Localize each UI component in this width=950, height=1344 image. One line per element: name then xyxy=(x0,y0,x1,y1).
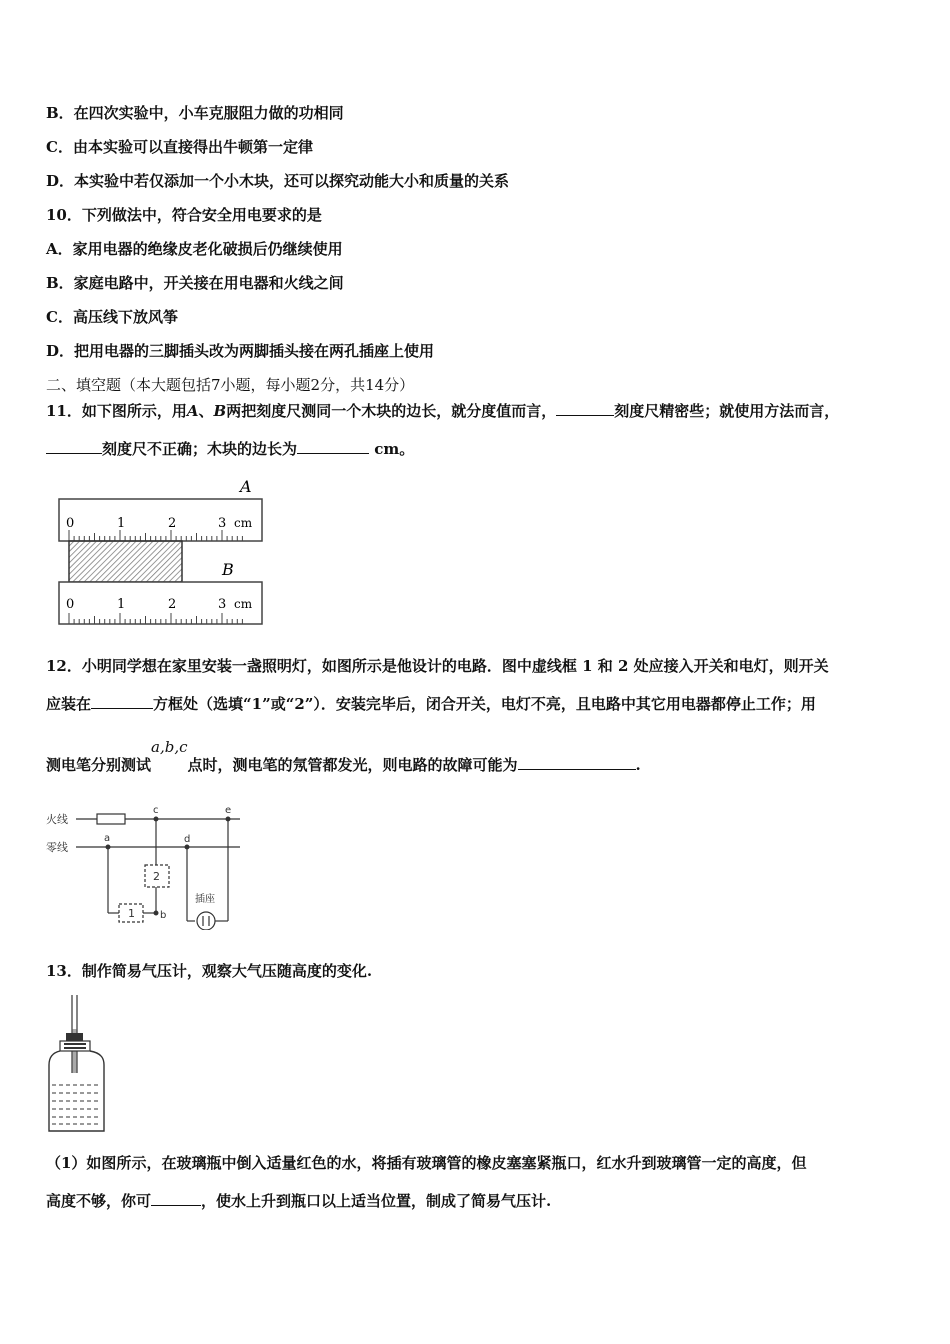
option-9d: D．本实验中若仅添加一个小木块，还可以探究动能大小和质量的关系 xyxy=(46,172,510,190)
wood-block xyxy=(69,541,182,582)
question-12-line3: 测电笔分别测试a,b,c点时，测电笔的氖管都发光，则电路的故障可能为 . xyxy=(46,738,641,774)
ruler-a-tick-3: 3 xyxy=(218,516,227,531)
option-9c: C．由本实验可以直接得出牛顿第一定律 xyxy=(46,138,313,156)
fuse xyxy=(97,814,125,824)
question-11-line2: 刻度尺不正确；木块的边长为 cm。 xyxy=(46,438,414,459)
svg-text:b: b xyxy=(160,910,167,921)
question-12-line2: 应装在 方框处（选填“1”或“2”）．安装完毕后，闭合开关，电灯不亮，且电路中其它用电器都停止工作；用 xyxy=(46,695,816,713)
svg-text:e: e xyxy=(225,805,232,816)
option-10d: D．把用电器的三脚插头改为两脚插头接在两孔插座上使用 xyxy=(46,342,435,360)
question-13-part1-line1: （1）如图所示，在玻璃瓶中倒入适量红色的水，将插有玻璃管的橡皮塞塞紧瓶口，红水升到玻璃管一定的高度，但 xyxy=(46,1154,807,1172)
ruler-b-label: B xyxy=(222,560,234,579)
svg-text:c: c xyxy=(153,805,159,816)
ruler-a-tick-1: 1 xyxy=(117,516,126,531)
question-11-line1: 11．如下图所示，用A、B两把刻度尺测同一个木块的边长，就分度值而言， 刻度尺精密些；就使用方法而言， xyxy=(46,402,840,420)
answer-blank[interactable] xyxy=(518,755,636,770)
live-wire-label: 火线 xyxy=(46,813,68,826)
question-13-part1-line2: 高度不够，你可 ，使水上升到瓶口以上适当位置，制成了简易气压计. xyxy=(46,1192,552,1210)
answer-blank[interactable] xyxy=(151,1191,201,1206)
neutral-wire-label: 零线 xyxy=(46,841,68,854)
question-13-title: 13．制作简易气压计，观察大气压随高度的变化. xyxy=(46,962,373,980)
question-12-line1: 12．小明同学想在家里安装一盏照明灯，如图所示是他设计的电路．图中虚线框 1 和 2 处应接入开关和电灯，则开关 xyxy=(46,657,829,675)
ruler-a xyxy=(59,499,262,541)
ruler-b-tick-2: 2 xyxy=(168,597,177,612)
bottle-water xyxy=(52,1085,101,1124)
option-10b: B．家庭电路中，开关接在用电器和火线之间 xyxy=(46,274,344,292)
option-10c: C．高压线下放风筝 xyxy=(46,308,178,326)
ruler-a-label: A xyxy=(240,477,252,496)
ruler-b xyxy=(59,582,262,624)
answer-blank[interactable] xyxy=(91,694,153,709)
answer-blank[interactable] xyxy=(46,439,102,454)
svg-text:d: d xyxy=(184,834,191,845)
ruler-a-tick-2: 2 xyxy=(168,516,177,531)
points-abc: a,b,c xyxy=(151,738,188,756)
svg-text:1: 1 xyxy=(128,907,135,920)
ruler-a-tick-0: 0 xyxy=(66,516,75,531)
option-9b: B．在四次实验中，小车克服阻力做的功相同 xyxy=(46,104,344,122)
socket xyxy=(197,912,215,930)
question-10: 10．下列做法中，符合安全用电要求的是 xyxy=(46,206,322,224)
ruler-b-unit: cm xyxy=(234,597,253,611)
ruler-figure xyxy=(50,474,270,630)
barometer-figure xyxy=(46,993,110,1133)
svg-text:2: 2 xyxy=(153,870,160,883)
svg-text:a: a xyxy=(104,833,111,844)
ruler-b-tick-1: 1 xyxy=(117,597,126,612)
ruler-b-tick-3: 3 xyxy=(218,597,227,612)
ruler-a-unit: cm xyxy=(234,516,253,530)
socket-label: 插座 xyxy=(195,894,215,905)
ruler-b-tick-0: 0 xyxy=(66,597,75,612)
option-10a: A．家用电器的绝缘皮老化破损后仍继续使用 xyxy=(46,240,343,258)
section-heading: 二、填空题（本大题包括7小题，每小题2分，共14分） xyxy=(46,376,415,394)
circuit-figure xyxy=(44,800,244,930)
rubber-stopper xyxy=(66,1033,83,1041)
answer-blank[interactable] xyxy=(556,401,614,416)
answer-blank[interactable] xyxy=(297,439,369,454)
